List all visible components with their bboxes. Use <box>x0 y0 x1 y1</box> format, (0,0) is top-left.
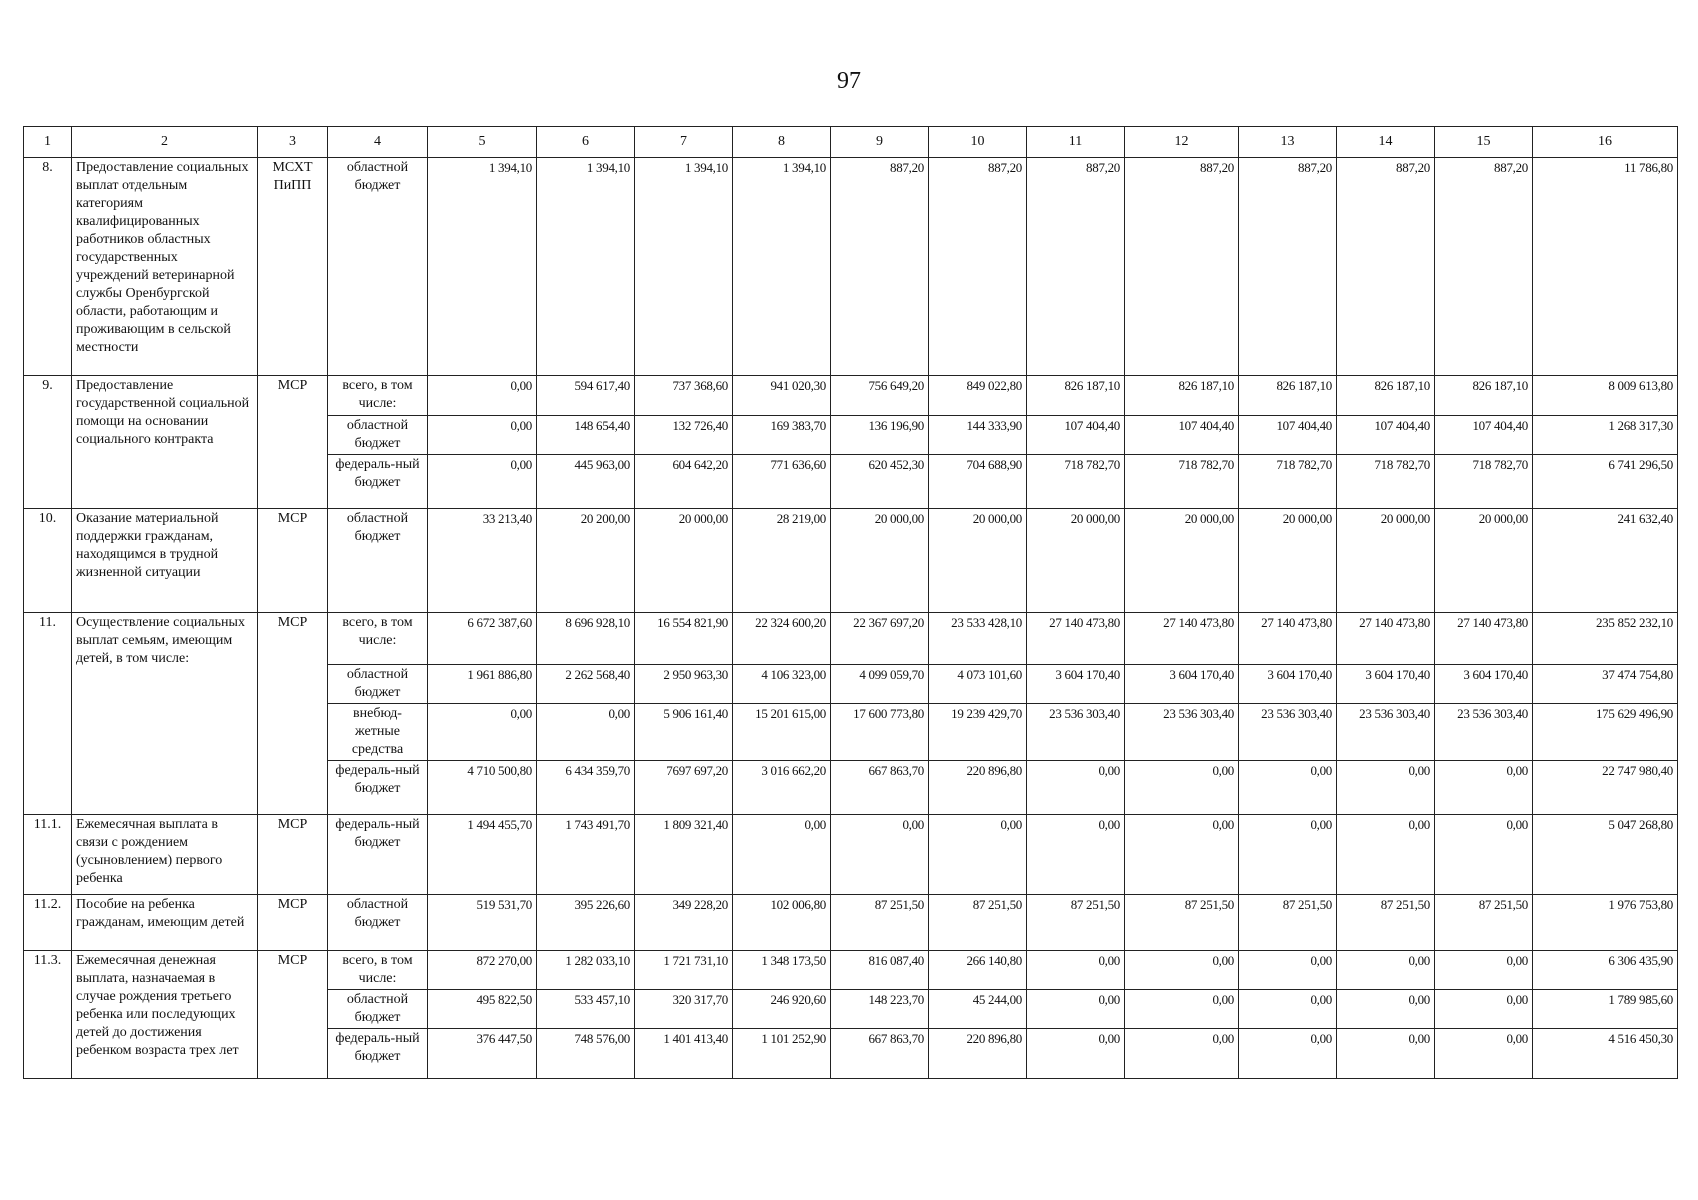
value-cell-col-10: 220 896,80 <box>929 1029 1027 1079</box>
value-cell-col-12: 0,00 <box>1125 951 1239 990</box>
value-cell-col-15: 87 251,50 <box>1435 895 1533 951</box>
value-cell-col-6: 148 654,40 <box>537 416 635 455</box>
value-cell-col-11: 0,00 <box>1027 1029 1125 1079</box>
value-cell-col-6: 1 743 491,70 <box>537 815 635 895</box>
value-cell-col-15: 23 536 303,40 <box>1435 704 1533 761</box>
value-cell-col-14: 107 404,40 <box>1337 416 1435 455</box>
value-cell-col-7: 7697 697,20 <box>635 761 733 815</box>
value-cell-col-7: 1 401 413,40 <box>635 1029 733 1079</box>
value-cell-col-9: 22 367 697,20 <box>831 613 929 665</box>
value-cell-col-11: 0,00 <box>1027 761 1125 815</box>
value-cell-col-8: 102 006,80 <box>733 895 831 951</box>
column-header-6: 6 <box>537 127 635 158</box>
value-cell-col-10: 220 896,80 <box>929 761 1027 815</box>
table-row <box>24 895 1678 951</box>
value-cell-col-15: 826 187,10 <box>1435 376 1533 416</box>
value-cell-col-9: 667 863,70 <box>831 761 929 815</box>
value-cell-col-12: 23 536 303,40 <box>1125 704 1239 761</box>
value-cell-col-10: 144 333,90 <box>929 416 1027 455</box>
value-cell-col-15: 887,20 <box>1435 158 1533 376</box>
value-cell-col-14: 20 000,00 <box>1337 509 1435 613</box>
executor: МСР <box>258 815 328 895</box>
measure-name: Предоставление социальных выплат отдельным категориям квалифицированных работников областных государственных учреждений ветеринарной службы Оренбургской области, работающим и проживающим в сельской местности <box>72 158 258 376</box>
value-cell-col-11: 887,20 <box>1027 158 1125 376</box>
value-cell-col-12: 20 000,00 <box>1125 509 1239 613</box>
value-cell-col-8: 941 020,30 <box>733 376 831 416</box>
value-cell-col-10: 20 000,00 <box>929 509 1027 613</box>
value-cell-col-11: 0,00 <box>1027 990 1125 1029</box>
funding-source: всего, в том числе: <box>328 613 428 665</box>
value-cell-col-9: 4 099 059,70 <box>831 665 929 704</box>
value-cell-col-11: 23 536 303,40 <box>1027 704 1125 761</box>
value-cell-col-5: 872 270,00 <box>428 951 537 990</box>
table-row <box>24 815 1678 895</box>
value-cell-col-9: 816 087,40 <box>831 951 929 990</box>
value-cell-col-5: 495 822,50 <box>428 990 537 1029</box>
value-cell-col-16: 8 009 613,80 <box>1533 376 1678 416</box>
measure-name: Осуществление социальных выплат семьям, имеющим детей, в том числе: <box>72 613 258 815</box>
value-cell-col-16: 175 629 496,90 <box>1533 704 1678 761</box>
funding-source: федераль-ный бюджет <box>328 455 428 509</box>
table-row <box>24 158 1678 376</box>
column-header-4: 4 <box>328 127 428 158</box>
value-cell-col-16: 6 741 296,50 <box>1533 455 1678 509</box>
value-cell-col-11: 20 000,00 <box>1027 509 1125 613</box>
value-cell-col-13: 0,00 <box>1239 815 1337 895</box>
value-cell-col-13: 20 000,00 <box>1239 509 1337 613</box>
value-cell-col-13: 87 251,50 <box>1239 895 1337 951</box>
measure-name: Предоставление государственной социальной помощи на основании социального контракта <box>72 376 258 509</box>
funding-source: областной бюджет <box>328 895 428 951</box>
value-cell-col-6: 2 262 568,40 <box>537 665 635 704</box>
value-cell-col-11: 107 404,40 <box>1027 416 1125 455</box>
value-cell-col-6: 8 696 928,10 <box>537 613 635 665</box>
column-header-16: 16 <box>1533 127 1678 158</box>
column-header-10: 10 <box>929 127 1027 158</box>
header-row <box>24 127 1678 158</box>
funding-source: областной бюджет <box>328 509 428 613</box>
value-cell-col-5: 376 447,50 <box>428 1029 537 1079</box>
value-cell-col-7: 349 228,20 <box>635 895 733 951</box>
value-cell-col-5: 0,00 <box>428 704 537 761</box>
value-cell-col-15: 718 782,70 <box>1435 455 1533 509</box>
column-header-7: 7 <box>635 127 733 158</box>
value-cell-col-5: 33 213,40 <box>428 509 537 613</box>
value-cell-col-13: 0,00 <box>1239 990 1337 1029</box>
value-cell-col-7: 604 642,20 <box>635 455 733 509</box>
value-cell-col-7: 132 726,40 <box>635 416 733 455</box>
value-cell-col-5: 1 961 886,80 <box>428 665 537 704</box>
value-cell-col-13: 718 782,70 <box>1239 455 1337 509</box>
value-cell-col-5: 4 710 500,80 <box>428 761 537 815</box>
value-cell-col-8: 169 383,70 <box>733 416 831 455</box>
funding-source: областной бюджет <box>328 665 428 704</box>
measure-name: Пособие на ребенка гражданам, имеющим детей <box>72 895 258 951</box>
value-cell-col-10: 266 140,80 <box>929 951 1027 990</box>
value-cell-col-10: 0,00 <box>929 815 1027 895</box>
funding-source: федераль-ный бюджет <box>328 761 428 815</box>
value-cell-col-10: 704 688,90 <box>929 455 1027 509</box>
value-cell-col-14: 826 187,10 <box>1337 376 1435 416</box>
value-cell-col-12: 87 251,50 <box>1125 895 1239 951</box>
value-cell-col-15: 3 604 170,40 <box>1435 665 1533 704</box>
value-cell-col-7: 2 950 963,30 <box>635 665 733 704</box>
value-cell-col-8: 22 324 600,20 <box>733 613 831 665</box>
value-cell-col-9: 887,20 <box>831 158 929 376</box>
funding-source: областной бюджет <box>328 416 428 455</box>
column-header-8: 8 <box>733 127 831 158</box>
value-cell-col-13: 3 604 170,40 <box>1239 665 1337 704</box>
value-cell-col-15: 0,00 <box>1435 761 1533 815</box>
value-cell-col-13: 107 404,40 <box>1239 416 1337 455</box>
column-header-12: 12 <box>1125 127 1239 158</box>
value-cell-col-6: 594 617,40 <box>537 376 635 416</box>
value-cell-col-14: 0,00 <box>1337 761 1435 815</box>
value-cell-col-10: 4 073 101,60 <box>929 665 1027 704</box>
value-cell-col-8: 246 920,60 <box>733 990 831 1029</box>
page-number: 97 <box>837 68 861 94</box>
value-cell-col-14: 23 536 303,40 <box>1337 704 1435 761</box>
value-cell-col-11: 718 782,70 <box>1027 455 1125 509</box>
value-cell-col-11: 0,00 <box>1027 815 1125 895</box>
value-cell-col-6: 395 226,60 <box>537 895 635 951</box>
value-cell-col-7: 20 000,00 <box>635 509 733 613</box>
value-cell-col-13: 0,00 <box>1239 951 1337 990</box>
value-cell-col-14: 887,20 <box>1337 158 1435 376</box>
value-cell-col-14: 3 604 170,40 <box>1337 665 1435 704</box>
value-cell-col-12: 718 782,70 <box>1125 455 1239 509</box>
value-cell-col-16: 5 047 268,80 <box>1533 815 1678 895</box>
executor: МСР <box>258 376 328 509</box>
value-cell-col-13: 887,20 <box>1239 158 1337 376</box>
value-cell-col-6: 1 282 033,10 <box>537 951 635 990</box>
value-cell-col-11: 826 187,10 <box>1027 376 1125 416</box>
value-cell-col-11: 27 140 473,80 <box>1027 613 1125 665</box>
funding-source: всего, в том числе: <box>328 951 428 990</box>
value-cell-col-9: 667 863,70 <box>831 1029 929 1079</box>
budget-table <box>23 126 1678 1079</box>
value-cell-col-12: 27 140 473,80 <box>1125 613 1239 665</box>
value-cell-col-6: 445 963,00 <box>537 455 635 509</box>
column-header-9: 9 <box>831 127 929 158</box>
value-cell-col-11: 87 251,50 <box>1027 895 1125 951</box>
value-cell-col-9: 756 649,20 <box>831 376 929 416</box>
value-cell-col-9: 87 251,50 <box>831 895 929 951</box>
value-cell-col-5: 0,00 <box>428 376 537 416</box>
measure-name: Ежемесячная денежная выплата, назначаемая в случае рождения третьего ребенка или последующих детей до достижения ребенком возраста трех лет <box>72 951 258 1079</box>
column-header-13: 13 <box>1239 127 1337 158</box>
value-cell-col-8: 15 201 615,00 <box>733 704 831 761</box>
value-cell-col-14: 0,00 <box>1337 951 1435 990</box>
value-cell-col-16: 1 268 317,30 <box>1533 416 1678 455</box>
value-cell-col-7: 1 721 731,10 <box>635 951 733 990</box>
value-cell-col-15: 0,00 <box>1435 815 1533 895</box>
value-cell-col-16: 6 306 435,90 <box>1533 951 1678 990</box>
value-cell-col-8: 1 394,10 <box>733 158 831 376</box>
value-cell-col-7: 320 317,70 <box>635 990 733 1029</box>
executor: МСР <box>258 951 328 1079</box>
value-cell-col-12: 0,00 <box>1125 1029 1239 1079</box>
value-cell-col-14: 0,00 <box>1337 1029 1435 1079</box>
value-cell-col-10: 887,20 <box>929 158 1027 376</box>
value-cell-col-16: 11 786,80 <box>1533 158 1678 376</box>
row-number: 9. <box>24 376 72 509</box>
value-cell-col-16: 22 747 980,40 <box>1533 761 1678 815</box>
value-cell-col-5: 0,00 <box>428 416 537 455</box>
value-cell-col-16: 241 632,40 <box>1533 509 1678 613</box>
executor: МСР <box>258 509 328 613</box>
column-header-1: 1 <box>24 127 72 158</box>
value-cell-col-10: 87 251,50 <box>929 895 1027 951</box>
funding-source: федераль-ный бюджет <box>328 815 428 895</box>
funding-source: внебюд-жетные средства <box>328 704 428 761</box>
value-cell-col-6: 20 200,00 <box>537 509 635 613</box>
funding-source: областной бюджет <box>328 158 428 376</box>
value-cell-col-8: 28 219,00 <box>733 509 831 613</box>
column-header-2: 2 <box>72 127 258 158</box>
value-cell-col-8: 0,00 <box>733 815 831 895</box>
value-cell-col-8: 771 636,60 <box>733 455 831 509</box>
value-cell-col-14: 0,00 <box>1337 815 1435 895</box>
value-cell-col-15: 0,00 <box>1435 951 1533 990</box>
row-number: 11.2. <box>24 895 72 951</box>
measure-name: Ежемесячная выплата в связи с рождением (усыновлением) первого ребенка <box>72 815 258 895</box>
value-cell-col-7: 5 906 161,40 <box>635 704 733 761</box>
value-cell-col-7: 1 809 321,40 <box>635 815 733 895</box>
value-cell-col-15: 0,00 <box>1435 990 1533 1029</box>
value-cell-col-13: 0,00 <box>1239 1029 1337 1079</box>
executor: МСР <box>258 895 328 951</box>
value-cell-col-8: 3 016 662,20 <box>733 761 831 815</box>
row-number: 11. <box>24 613 72 815</box>
value-cell-col-5: 6 672 387,60 <box>428 613 537 665</box>
value-cell-col-12: 0,00 <box>1125 761 1239 815</box>
value-cell-col-16: 235 852 232,10 <box>1533 613 1678 665</box>
measure-name: Оказание материальной поддержки гражданам, находящимся в трудной жизненной ситуации <box>72 509 258 613</box>
value-cell-col-10: 45 244,00 <box>929 990 1027 1029</box>
value-cell-col-13: 0,00 <box>1239 761 1337 815</box>
value-cell-col-16: 4 516 450,30 <box>1533 1029 1678 1079</box>
value-cell-col-9: 0,00 <box>831 815 929 895</box>
column-header-11: 11 <box>1027 127 1125 158</box>
value-cell-col-10: 19 239 429,70 <box>929 704 1027 761</box>
value-cell-col-14: 718 782,70 <box>1337 455 1435 509</box>
column-header-5: 5 <box>428 127 537 158</box>
value-cell-col-7: 16 554 821,90 <box>635 613 733 665</box>
value-cell-col-13: 23 536 303,40 <box>1239 704 1337 761</box>
value-cell-col-13: 27 140 473,80 <box>1239 613 1337 665</box>
value-cell-col-12: 3 604 170,40 <box>1125 665 1239 704</box>
value-cell-col-15: 0,00 <box>1435 1029 1533 1079</box>
row-number: 8. <box>24 158 72 376</box>
value-cell-col-9: 620 452,30 <box>831 455 929 509</box>
value-cell-col-10: 849 022,80 <box>929 376 1027 416</box>
value-cell-col-16: 37 474 754,80 <box>1533 665 1678 704</box>
value-cell-col-6: 0,00 <box>537 704 635 761</box>
value-cell-col-14: 87 251,50 <box>1337 895 1435 951</box>
row-number: 10. <box>24 509 72 613</box>
value-cell-col-6: 6 434 359,70 <box>537 761 635 815</box>
value-cell-col-5: 1 494 455,70 <box>428 815 537 895</box>
value-cell-col-9: 136 196,90 <box>831 416 929 455</box>
executor: МСР <box>258 613 328 815</box>
value-cell-col-12: 0,00 <box>1125 990 1239 1029</box>
value-cell-col-16: 1 976 753,80 <box>1533 895 1678 951</box>
value-cell-col-11: 0,00 <box>1027 951 1125 990</box>
row-number: 11.1. <box>24 815 72 895</box>
value-cell-col-9: 148 223,70 <box>831 990 929 1029</box>
value-cell-col-7: 1 394,10 <box>635 158 733 376</box>
value-cell-col-12: 0,00 <box>1125 815 1239 895</box>
value-cell-col-11: 3 604 170,40 <box>1027 665 1125 704</box>
column-header-3: 3 <box>258 127 328 158</box>
value-cell-col-6: 533 457,10 <box>537 990 635 1029</box>
value-cell-col-15: 27 140 473,80 <box>1435 613 1533 665</box>
column-header-15: 15 <box>1435 127 1533 158</box>
value-cell-col-9: 20 000,00 <box>831 509 929 613</box>
funding-source: всего, в том числе: <box>328 376 428 416</box>
value-cell-col-12: 887,20 <box>1125 158 1239 376</box>
value-cell-col-5: 0,00 <box>428 455 537 509</box>
value-cell-col-14: 27 140 473,80 <box>1337 613 1435 665</box>
value-cell-col-5: 519 531,70 <box>428 895 537 951</box>
value-cell-col-16: 1 789 985,60 <box>1533 990 1678 1029</box>
value-cell-col-7: 737 368,60 <box>635 376 733 416</box>
table-body <box>24 158 1678 1079</box>
column-header-14: 14 <box>1337 127 1435 158</box>
value-cell-col-5: 1 394,10 <box>428 158 537 376</box>
value-cell-col-8: 4 106 323,00 <box>733 665 831 704</box>
table-row <box>24 509 1678 613</box>
row-number: 11.3. <box>24 951 72 1079</box>
value-cell-col-6: 748 576,00 <box>537 1029 635 1079</box>
value-cell-col-8: 1 101 252,90 <box>733 1029 831 1079</box>
funding-source: областной бюджет <box>328 990 428 1029</box>
funding-source: федераль-ный бюджет <box>328 1029 428 1079</box>
value-cell-col-15: 107 404,40 <box>1435 416 1533 455</box>
value-cell-col-8: 1 348 173,50 <box>733 951 831 990</box>
value-cell-col-15: 20 000,00 <box>1435 509 1533 613</box>
value-cell-col-13: 826 187,10 <box>1239 376 1337 416</box>
value-cell-col-9: 17 600 773,80 <box>831 704 929 761</box>
value-cell-col-10: 23 533 428,10 <box>929 613 1027 665</box>
table-row <box>24 951 1678 990</box>
executor: МСХТ ПиПП <box>258 158 328 376</box>
value-cell-col-12: 826 187,10 <box>1125 376 1239 416</box>
table-row <box>24 376 1678 416</box>
value-cell-col-14: 0,00 <box>1337 990 1435 1029</box>
value-cell-col-6: 1 394,10 <box>537 158 635 376</box>
table-row <box>24 613 1678 665</box>
value-cell-col-12: 107 404,40 <box>1125 416 1239 455</box>
